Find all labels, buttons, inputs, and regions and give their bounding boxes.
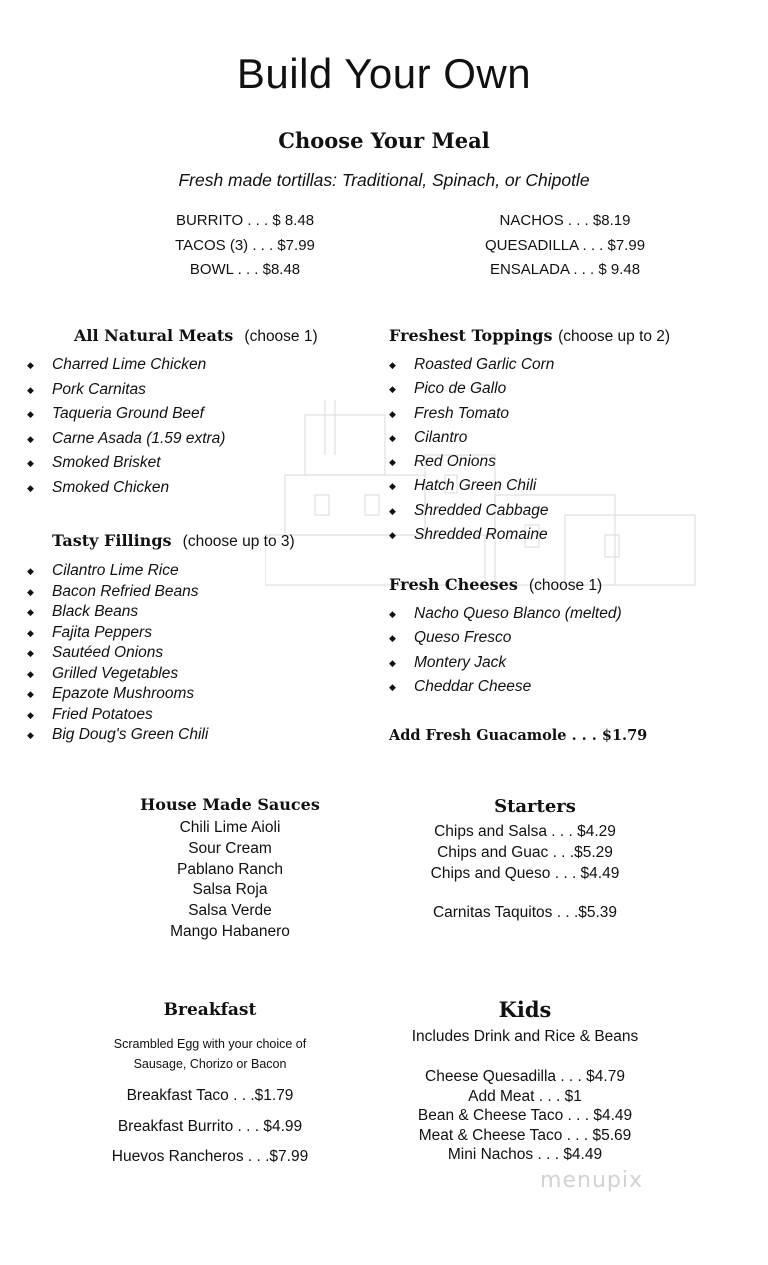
meats-heading-label: All Natural Meats [74,326,234,345]
list-item: ◆ Smoked Brisket [27,451,225,476]
breakfast-list [90,1081,330,1173]
bullet-icon: ◆ [27,689,34,699]
cheeses-heading-note: (choose 1) [528,577,603,594]
cheeses-heading [389,575,602,595]
list-item: Chili Lime Aioli [179,819,281,836]
bullet-icon: ◆ [389,633,396,644]
toppings-heading-note: (choose up to 2) [558,328,671,345]
list-item: Meat & Cheese Taco . . . $5.69 [418,1126,632,1144]
list-item: ◆ Roasted Garlic Corn [389,353,554,377]
list-item: ◆ Shredded Cabbage [389,499,554,523]
meal-item: BURRITO . . . $ 8.48 [175,212,315,229]
starters-list [410,822,640,884]
list-item: ◆ Red Onions [389,450,554,474]
list-item: ◆ Montery Jack [389,651,622,675]
fillings-heading-label: Tasty Fillings [52,531,172,550]
bullet-icon: ◆ [389,681,396,692]
add-guacamole: Add Fresh Guacamole . . . $1.79 [389,727,648,744]
list-item: Chips and Guac . . .$5.29 [437,843,613,861]
breakfast-desc-line: Scrambled Egg with your choice of [113,1037,307,1051]
toppings-heading [389,326,670,346]
list-item: ◆ Hatch Green Chili [389,474,554,498]
kids-list [400,1067,650,1165]
list-item: ◆ Pork Carnitas [27,378,225,403]
starters-heading: Starters [494,796,576,817]
list-item: Chips and Salsa . . . $4.29 [434,823,616,840]
list-item: Mini Nachos . . . $4.49 [447,1146,603,1163]
breakfast-heading: Breakfast [163,1000,257,1020]
meal-item: QUESADILLA . . . $7.99 [484,236,646,254]
starters-extra: Carnitas Taquitos . . .$5.39 [432,904,618,921]
bullet-icon: ◆ [27,607,34,617]
breakfast-description [80,1034,340,1074]
list-item: Pablano Ranch [177,860,283,878]
list-item: Breakfast Taco . . .$1.79 [126,1087,294,1104]
meal-item: TACOS (3) . . . $7.99 [175,236,315,254]
list-item: ◆ Cilantro [389,426,554,450]
list-item: Breakfast Burrito . . . $4.99 [117,1117,303,1135]
meats-heading-note: (choose 1) [244,328,318,345]
bullet-icon: ◆ [389,505,396,516]
bullet-icon: ◆ [27,730,34,740]
kids-heading: Kids [498,997,552,1022]
cheeses-heading-label: Fresh Cheeses [389,575,518,594]
kids-description: Includes Drink and Rice & Beans [411,1028,639,1045]
fillings-heading [52,531,295,551]
sauces-list [120,818,340,943]
meal-item: NACHOS . . . $8.19 [499,212,631,229]
list-item: Sour Cream [188,839,272,857]
meal-item: ENSALADA . . . $ 9.48 [489,261,641,278]
meal-list-left [150,209,340,283]
list-item: ◆ Cilantro Lime Rice [27,561,208,582]
toppings-list [389,353,554,547]
meats-heading [74,326,318,346]
list-item: ◆ Shredded Romaine [389,523,554,547]
list-item: ◆ Charred Lime Chicken [27,353,225,378]
list-item: ◆ Queso Fresco [389,626,622,650]
bullet-icon: ◆ [27,409,34,420]
bullet-icon: ◆ [389,657,396,668]
list-item: ◆ Pico de Gallo [389,377,554,401]
list-item: ◆ Big Doug's Green Chili [27,725,208,746]
bullet-icon: ◆ [389,530,396,541]
bullet-icon: ◆ [389,481,396,492]
bullet-icon: ◆ [27,433,34,444]
list-item: ◆ Nacho Queso Blanco (melted) [389,602,622,626]
bullet-icon: ◆ [27,384,34,395]
list-item: ◆ Fried Potatoes [27,705,208,726]
fillings-heading-note: (choose up to 3) [182,533,295,550]
list-item: Add Meat . . . $1 [468,1087,582,1105]
meats-list [27,353,225,501]
list-item: ◆ Epazote Mushrooms [27,684,208,705]
bullet-icon: ◆ [27,668,34,679]
list-item: ◆ Bacon Refried Beans [27,582,208,603]
menupix-watermark: menupix [540,1168,643,1193]
bullet-icon: ◆ [27,627,34,638]
bullet-icon: ◆ [27,566,34,576]
sauces-heading: House Made Sauces [140,795,320,814]
list-item: Chips and Queso . . . $4.49 [430,864,620,882]
list-item: Cheese Quesadilla . . . $4.79 [425,1068,625,1085]
bullet-icon: ◆ [389,457,396,468]
list-item: Bean & Cheese Taco . . . $4.49 [417,1107,633,1124]
bullet-icon: ◆ [389,432,396,443]
cheeses-list [389,602,622,699]
breakfast-desc-line: Sausage, Chorizo or Bacon [133,1057,287,1071]
list-item: Salsa Verde [188,902,272,920]
list-item: ◆ Taqueria Ground Beef [27,402,225,427]
page-title: Build Your Own [236,50,532,97]
list-item: ◆ Grilled Vegetables [27,664,208,685]
list-item: ◆ Black Beans [27,602,208,623]
bullet-icon: ◆ [27,709,34,720]
bullet-icon: ◆ [389,384,396,395]
list-item: ◆ Smoked Chicken [27,476,225,501]
list-item: ◆ Fajita Peppers [27,623,208,644]
bullet-icon: ◆ [389,360,396,370]
list-item: ◆ Cheddar Cheese [389,675,622,699]
bullet-icon: ◆ [27,360,34,370]
toppings-heading-label: Freshest Toppings [389,326,553,345]
list-item: Salsa Roja [192,881,268,899]
meal-item: BOWL . . . $8.48 [189,261,301,278]
bullet-icon: ◆ [27,648,34,658]
list-item: ◆ Sautéed Onions [27,643,208,664]
tortillas-note: Fresh made tortillas: Traditional, Spinach, or Chipotle [178,170,590,190]
choose-meal-heading: Choose Your Meal [278,128,490,153]
bullet-icon: ◆ [27,586,34,597]
bullet-icon: ◆ [27,482,34,493]
fillings-list [27,561,208,746]
list-item: Huevos Rancheros . . .$7.99 [111,1148,309,1165]
meal-list-right [460,209,670,283]
list-item: ◆ Fresh Tomato [389,402,554,426]
bullet-icon: ◆ [389,609,396,619]
bullet-icon: ◆ [389,408,396,419]
list-item: Mango Habanero [170,922,290,940]
bullet-icon: ◆ [27,458,34,469]
list-item: ◆ Carne Asada (1.59 extra) [27,427,225,452]
